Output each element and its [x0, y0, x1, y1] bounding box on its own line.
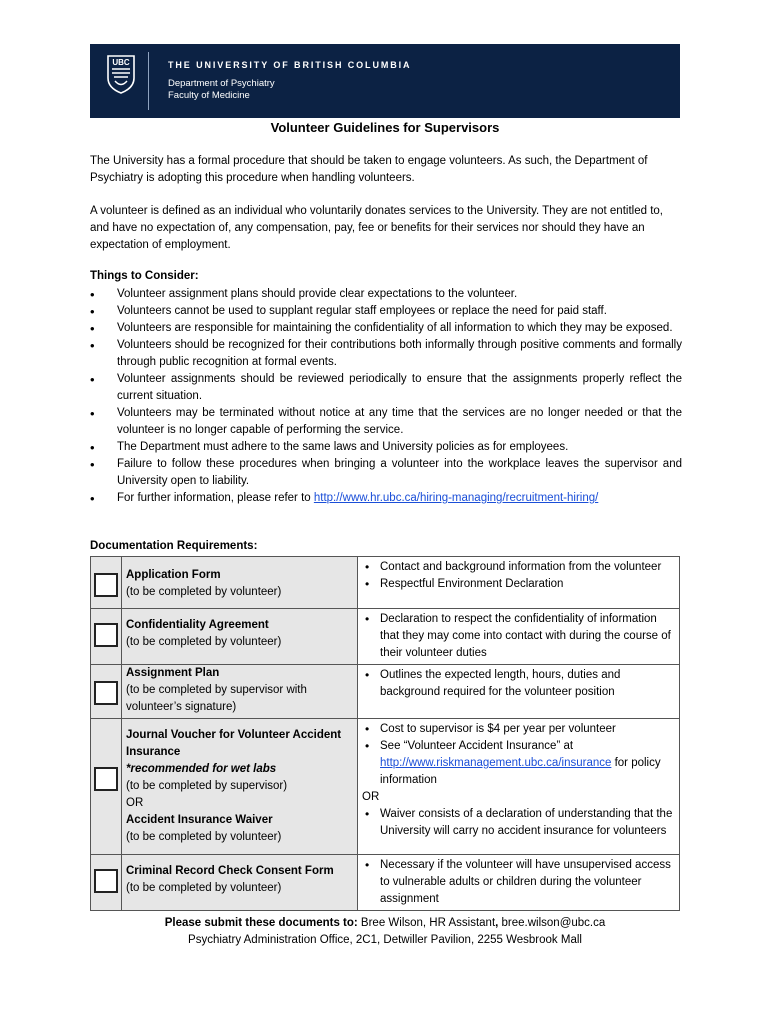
doc-note: (to be completed by volunteer): [126, 586, 282, 598]
list-item: • Volunteers cannot be used to supplant regular staff employees or replace the need for paid staff.: [90, 303, 682, 320]
doc-title: Journal Voucher for Volunteer Accident Insurance: [126, 729, 342, 758]
insurance-suffix-text: for policy information: [380, 757, 661, 786]
description-cell: [122, 609, 358, 665]
criminal-record-checkbox[interactable]: [94, 869, 118, 893]
definition-paragraph: A volunteer is defined as an individual who voluntarily donates services to the University. They are not entitled to, and have no expectation of, any compensation, pay, fee or benefits for their services nor should they have an expectation of employment.: [90, 205, 663, 251]
description-cell: [122, 557, 358, 609]
confidentiality-checkbox[interactable]: [94, 623, 118, 647]
risk-management-link[interactable]: http://www.riskmanagement.ubc.ca/insurance: [380, 757, 612, 769]
contact-name: Bree Wilson, HR Assistant: [357, 917, 496, 929]
requirements-heading: Documentation Requirements:: [90, 540, 258, 552]
or-text: OR: [362, 791, 380, 803]
description-cell: [122, 665, 358, 719]
doc-title: Confidentiality Agreement: [126, 619, 269, 631]
list-item: • The Department must adhere to the same laws and University policies as for employees.: [90, 439, 682, 456]
info-cell: [358, 665, 680, 719]
doc-note: (to be completed by volunteer): [126, 882, 282, 894]
requirements-table: [90, 556, 680, 911]
document-title: Volunteer Guidelines for Supervisors: [270, 120, 500, 135]
insurance-checkbox[interactable]: [94, 767, 118, 791]
or-text: OR: [126, 797, 144, 809]
table-row: [91, 609, 680, 665]
list-item: • Volunteers may be terminated without notice at any time that the services are no longer needed or that the volunteer is no longer capable of performing the service.: [90, 405, 682, 439]
doc-note-2: (to be completed by volunteer): [126, 831, 282, 843]
contact-comma: ,: [495, 917, 499, 929]
table-row: [91, 855, 680, 911]
info-cell: [358, 609, 680, 665]
checkbox-cell: [91, 665, 122, 719]
info-cell: [358, 719, 680, 855]
logo-text: UBC: [112, 58, 130, 67]
doc-title: Criminal Record Check Consent Form: [126, 865, 334, 877]
table-row: [91, 557, 680, 609]
doc-title: Application Form: [126, 569, 221, 581]
list-item: • Volunteers should be recognized for their contributions both informally through positive comments and formally through public recognition at formal events.: [90, 337, 682, 371]
office-address: Psychiatry Administration Office, 2C1, Detwiller Pavilion, 2255 Wesbrook Mall: [188, 934, 582, 946]
checkbox-cell: [91, 609, 122, 665]
list-item: [362, 738, 673, 789]
list-item: • Volunteer assignments should be reviewed periodically to ensure that the assignments properly reflect the current situation.: [90, 371, 682, 405]
considerations-list: [90, 286, 682, 507]
info-cell: [358, 855, 680, 911]
contact-email[interactable]: bree.wilson@ubc.ca: [498, 917, 606, 929]
considerations-heading: Things to Consider:: [90, 270, 199, 282]
submit-line: [0, 915, 770, 932]
list-item: • Volunteer assignment plans should provide clear expectations to the volunteer.: [90, 286, 682, 303]
ubc-header-banner: [90, 44, 680, 118]
list-item: • Respectful Environment Declaration: [362, 576, 673, 593]
further-info-text: For further information, please refer to: [117, 492, 314, 504]
description-cell: [122, 719, 358, 855]
hr-hiring-link[interactable]: http://www.hr.ubc.ca/hiring-managing/recruitment-hiring/: [313, 492, 599, 504]
list-item: • Outlines the expected length, hours, duties and background required for the volunteer position: [362, 667, 673, 701]
ubc-crest-logo: [106, 54, 136, 94]
banner-divider: [148, 52, 149, 110]
doc-note: (to be completed by supervisor with volunteer’s signature): [126, 684, 307, 713]
list-item: • Declaration to respect the confidentiality of information that they may come into contact with during the course of their volunteer duties: [362, 611, 673, 662]
table-row: [91, 719, 680, 855]
list-item: • Volunteers are responsible for maintaining the confidentiality of all information to which they may be exposed.: [90, 320, 682, 337]
recommendation-note: *recommended for wet labs: [126, 763, 277, 775]
assignment-plan-checkbox[interactable]: [94, 681, 118, 705]
footer: [0, 915, 770, 949]
checkbox-cell: [91, 719, 122, 855]
list-item: • Failure to follow these procedures when bringing a volunteer into the workplace leaves the supervisor and University open to liability.: [90, 456, 682, 490]
list-item: • Contact and background information from the volunteer: [362, 559, 673, 576]
department-name: Department of Psychiatry: [168, 78, 275, 89]
application-form-checkbox[interactable]: [94, 573, 118, 597]
doc-note: (to be completed by volunteer): [126, 636, 282, 648]
intro-paragraph: The University has a formal procedure that should be taken to engage volunteers. As such, the Department of Psychiatry is adopting this procedure when handling volunteers.: [90, 155, 648, 184]
info-cell: [358, 557, 680, 609]
list-item: • Necessary if the volunteer will have unsupervised access to vulnerable adults or children during the volunteer assignment: [362, 857, 673, 908]
doc-title: Assignment Plan: [126, 667, 220, 679]
list-item: • Cost to supervisor is $4 per year per volunteer: [362, 721, 673, 738]
list-item: • Waiver consists of a declaration of understanding that the University will carry no accident insurance for volunteers: [362, 806, 673, 840]
checkbox-cell: [91, 855, 122, 911]
university-name: THE UNIVERSITY OF BRITISH COLUMBIA: [168, 60, 412, 70]
insurance-see-text: See “Volunteer Accident Insurance” at: [380, 740, 574, 752]
list-item: [90, 490, 682, 507]
submit-label: Please submit these documents to:: [164, 917, 358, 929]
doc-note: (to be completed by supervisor): [126, 780, 288, 792]
doc-title-2: Accident Insurance Waiver: [126, 814, 273, 826]
checkbox-cell: [91, 557, 122, 609]
table-row: [91, 665, 680, 719]
faculty-name: Faculty of Medicine: [168, 90, 250, 101]
description-cell: [122, 855, 358, 911]
department-block: [168, 78, 275, 102]
